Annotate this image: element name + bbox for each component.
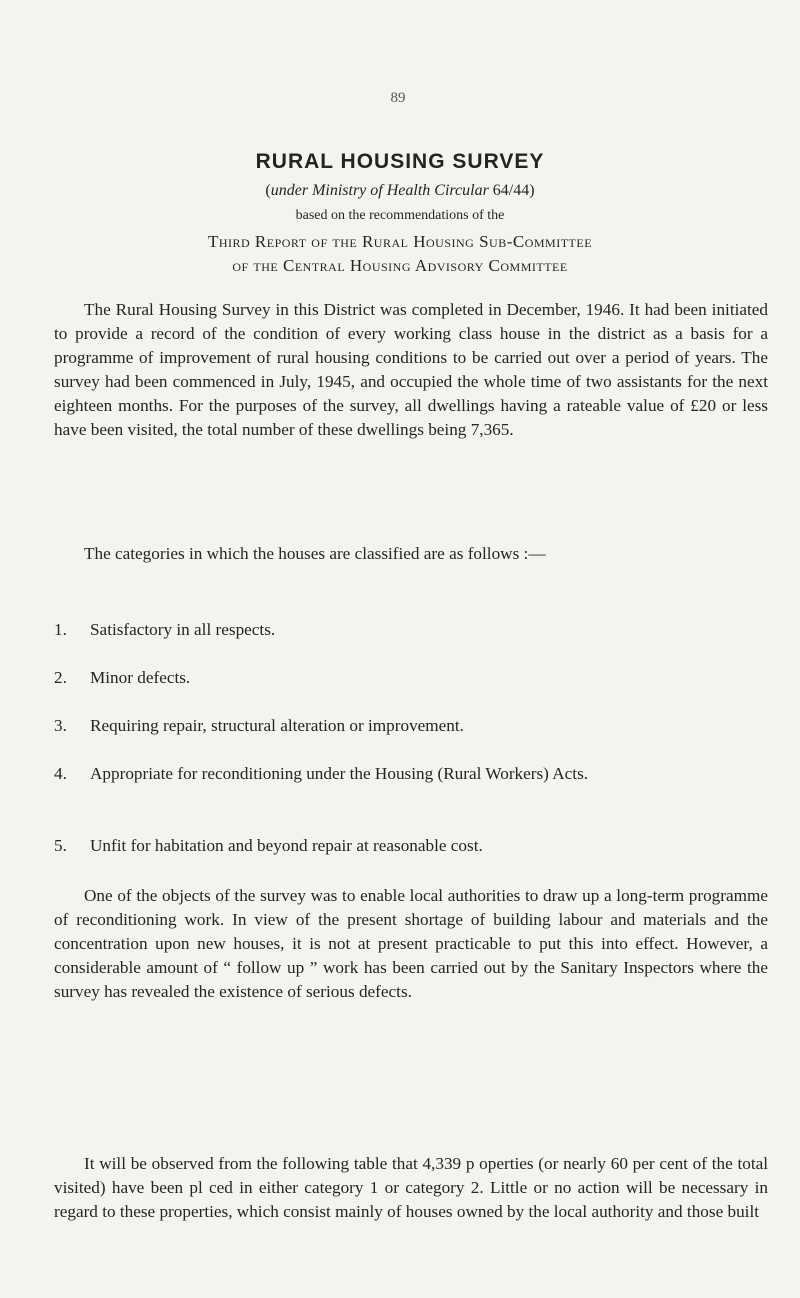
subtitle-open-paren: ( xyxy=(265,182,271,199)
document-title: RURAL HOUSING SURVEY xyxy=(255,150,545,173)
list-item-number: 3. xyxy=(54,716,67,735)
paragraph-table-note: It will be observed from the following table that 4,339 p operties (or nearly 60 per cent of the total visited) have been pl ced in either category 1 or category 2. Little or no action will be necessary in regard to these properties, which consist mainly of houses owned by the local authority and those built xyxy=(54,1154,768,1221)
list-item-text: Unfit for habitation and beyond repair at reasonable cost. xyxy=(90,836,483,855)
list-item-number: 4. xyxy=(54,764,67,783)
list-item-text: Appropriate for reconditioning under the Housing (Rural Workers) Acts. xyxy=(90,764,589,783)
list-item-number: 1. xyxy=(54,620,67,639)
list-item-number: 2. xyxy=(54,668,67,687)
document-subtitle xyxy=(0,182,800,200)
list-item-text: Requiring repair, structural alteration or improvement. xyxy=(90,716,464,735)
list-item-number: 5. xyxy=(54,836,67,855)
list-item-text: Minor defects. xyxy=(90,668,191,687)
paragraph-follow-up: One of the objects of the survey was to enable local authorities to draw up a long-term programme of reconditioning work. In view of the present shortage of building labour and materials and the concentration upon new houses, it is not at present practicable to put this into effect. However, a considerable amount of “ follow up ” work has been carried out by the Sanitary Inspectors where the survey has revealed the existence of serious defects. xyxy=(54,886,768,1001)
report-line-2: of the Central Housing Advisory Committee xyxy=(232,256,568,275)
paragraph-survey-summary: The Rural Housing Survey in this District was completed in December, 1946. It had been initiated to provide a record of the condition of every working class house in the district as a basis for a programme of improvement of rural housing conditions to be carried out over a period of years. The survey had been commenced in July, 1945, and occupied the whole time of two assistants for the next eighteen months. For the purposes of the survey, all dwellings having a rateable value of £20 or less have been visited, the total number of these dwellings being 7,365. xyxy=(54,300,768,439)
page-number: 89 xyxy=(390,90,406,106)
based-on-line: based on the recommendations of the xyxy=(295,208,505,223)
list-item-text: Satisfactory in all respects. xyxy=(90,620,276,639)
subtitle-italic: under Ministry of Health Circular xyxy=(270,182,489,199)
paragraph-categories-intro: The categories in which the houses are classified are as follows :— xyxy=(84,544,546,563)
report-line-1: Third Report of the Rural Housing Sub-Committee xyxy=(207,232,593,251)
subtitle-rest: 64/44) xyxy=(488,182,535,199)
